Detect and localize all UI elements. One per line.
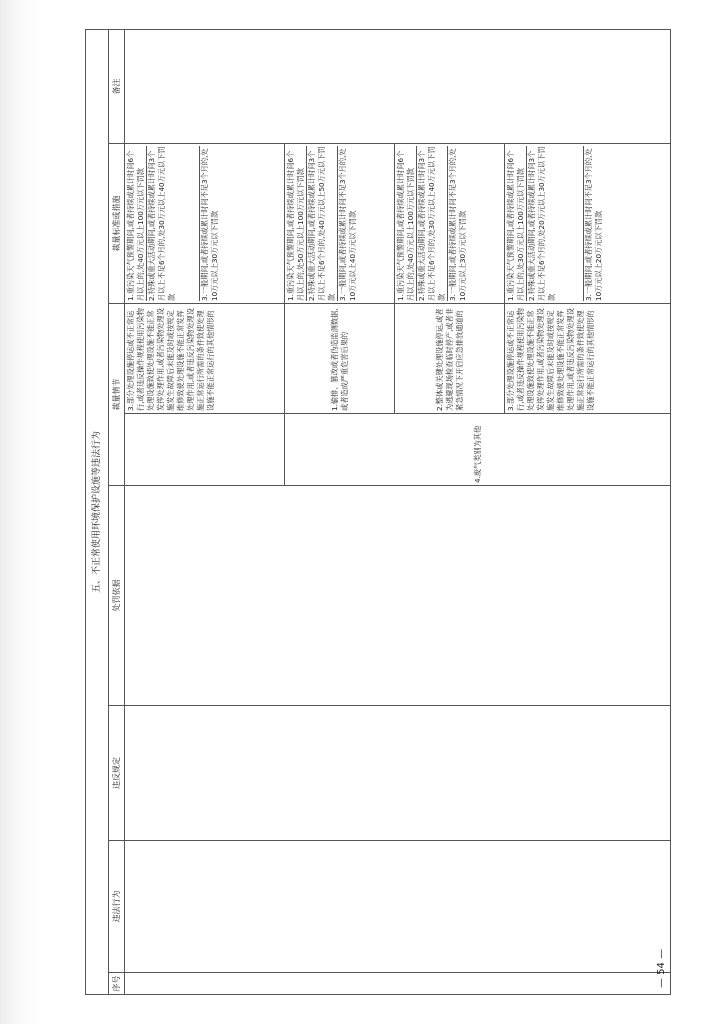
header-seq: 序号 <box>109 973 125 995</box>
page-number: — 54 — <box>656 948 667 988</box>
circ-cell: 3.部分处理设施停运或不正常运行,或者违反操作规程使用污染物处理设施致使处理设施不能正常发挥处理作用,或者污染物处理设施发生故障后未能及时或按规定维修致使处理设施不能正常发挥处理作用,或者违反污染物处理设施正常运行所需的条件致使处理设施不能正常运行的其他情形的 <box>125 304 285 414</box>
header-rule: 违反规定 <box>109 706 125 841</box>
measure-item: 3.一般期间,或者持续或累计时间不足3个月的,处10万元以上30万元以下罚款 <box>447 146 468 301</box>
circ-cell: 3.部分处理设施停运或不正常运行,或者违反操作规程使用污染物处理设施致使处理设施不能正常发挥处理作用,或者污染物处理设施发生故障后未能及时或按规定维修致使处理设施不能正常发挥处理作用,或者违反污染物处理设施正常运行所需的条件致使处理设施不能正常运行的其他情形的 <box>505 304 671 414</box>
measure-cell <box>505 144 671 304</box>
rule-cell <box>125 706 671 841</box>
measure-item: 3.一般期间,或者持续或累计时间不足3个月的,处10万元以上20万元以下罚款 <box>583 146 604 301</box>
measure-cell <box>125 144 285 304</box>
header-measure: 裁量标准或措施 <box>109 144 125 304</box>
measure-item: 1.重污染天气预警期间,或者持续或累计时间6个月以上的,处30万元以上100万元以下罚款 <box>506 150 525 301</box>
measure-item: 2.特殊或重大活动期间,或者持续或累计时间3个月以上不足6个月的,处30万元以上40万元以下罚款 <box>417 146 446 301</box>
measure-item: 2.特殊或重大活动期间,或者持续或累计时间3个月以上不足6个月的,处40万元以上50万元以下罚款 <box>307 146 336 301</box>
header-act: 违法行为 <box>109 841 125 973</box>
rotated-page <box>85 30 711 995</box>
measure-item: 1.重污染天气预警期间,或者持续或累计时间6个月以上的,处40万元以上100万元以下罚款 <box>126 150 145 301</box>
measure-item: 3.一般期间,或者持续或累计时间不足3个月的,处10万元以上40万元以下罚款 <box>337 146 358 301</box>
basis-cell <box>125 486 671 706</box>
measure-item: 2.特殊或重大活动期间,或者持续或累计时间3个月以上不足6个月的,处30万元以上40万元以下罚款 <box>147 146 176 301</box>
measure-cell <box>285 144 395 304</box>
section-title: 五、不正常使用环境保护设施等违法行为 <box>86 29 109 994</box>
measure-item: 1.重污染天气预警期间,或者持续或累计时间6个月以上的,处50万元以上100万元以下罚款 <box>286 150 305 301</box>
circ-cell: 2.整体或关键处理设施停运,或者为逃避现场检查临时停产,或者非紧急情况下开启应急排放通道的 <box>395 304 505 414</box>
measure-item: 1.重污染天气预警期间,或者持续或累计时间6个月以上的,处40万元以上100万元以下罚款 <box>396 150 415 301</box>
penalty-table <box>85 29 671 995</box>
rotated-table-container <box>85 30 711 995</box>
circ-cell: 1.偷排、篡改或者伪造监测数据,或者造成严重危害后果的 <box>285 304 395 414</box>
seq-cell <box>125 973 671 995</box>
category-cell: 4.废气类别为其他 <box>285 414 671 486</box>
measure-cell <box>395 144 505 304</box>
header-note: 备注 <box>109 29 125 143</box>
act-cell <box>125 841 671 973</box>
header-basis: 处罚依据 <box>109 486 125 706</box>
note-cell <box>125 29 671 143</box>
measure-item: 2.特殊或重大活动期间,或者持续或累计时间3个月以上不足6个月的,处20万元以上30万元以下罚款 <box>527 146 556 301</box>
header-circumstance: 裁量情节 <box>109 304 125 486</box>
measure-item: 3.一般期间,或者持续或累计时间不足3个月的,处10万元以上30万元以下罚款 <box>199 146 220 301</box>
category-cell <box>125 414 285 486</box>
